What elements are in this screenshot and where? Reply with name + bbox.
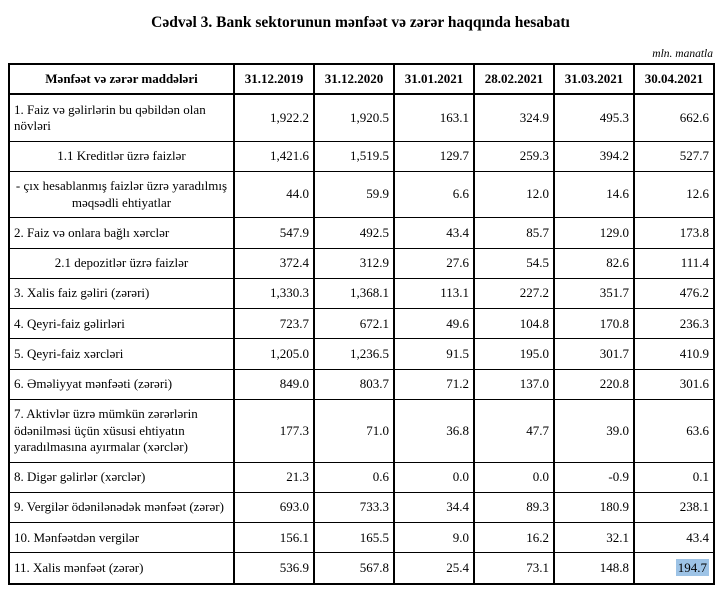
cell-value: 14.6 bbox=[606, 186, 629, 202]
table-row bbox=[9, 218, 714, 248]
cell-value: 47.7 bbox=[526, 422, 549, 438]
page-title: Cədvəl 3. Bank sektorunun mənfəət və zərər haqqında hesabatı bbox=[151, 14, 570, 31]
cell-value: 301.6 bbox=[679, 376, 709, 391]
cell-value: 1,519.5 bbox=[350, 148, 389, 163]
cell-value: 1,922.2 bbox=[270, 109, 309, 125]
row-label: 9. Vergilər ödənilənədək mənfəət (zərər) bbox=[14, 499, 224, 515]
cell-value: 34.4 bbox=[446, 499, 469, 515]
table-row bbox=[9, 462, 714, 492]
column-header-date: 31.01.2021 bbox=[394, 64, 474, 94]
row-label: 5. Qeyri-faiz xərcləri bbox=[14, 345, 124, 361]
column-header-date: 31.12.2019 bbox=[234, 64, 314, 94]
cell-value: 495.3 bbox=[599, 109, 629, 125]
cell-value: 0.0 bbox=[532, 469, 549, 484]
cell-value: 301.7 bbox=[599, 345, 629, 361]
cell-value: 39.0 bbox=[606, 422, 629, 438]
column-header-date: 31.12.2020 bbox=[314, 64, 394, 94]
table-row bbox=[9, 309, 714, 339]
cell-value: 312.9 bbox=[359, 255, 389, 270]
cell-value: 71.2 bbox=[446, 376, 469, 391]
cell-value: 1,920.5 bbox=[350, 109, 389, 125]
cell-value: 1,330.3 bbox=[270, 285, 309, 301]
column-header-items: Mənfəət və zərər maddələri bbox=[9, 64, 234, 94]
table-row bbox=[9, 278, 714, 308]
cell-value: 173.8 bbox=[679, 224, 709, 240]
cell-value: 1,205.0 bbox=[270, 345, 309, 361]
table-row bbox=[9, 94, 714, 141]
column-header-date: 28.02.2021 bbox=[474, 64, 554, 94]
table-body bbox=[9, 94, 714, 584]
cell-value: 1,368.1 bbox=[350, 285, 389, 301]
cell-value: 43.4 bbox=[446, 224, 469, 240]
cell-value: 163.1 bbox=[439, 109, 469, 125]
cell-value: 394.2 bbox=[599, 148, 629, 163]
cell-value: 36.8 bbox=[446, 422, 469, 438]
cell-value: 43.4 bbox=[686, 529, 709, 545]
cell-value: 0.1 bbox=[692, 469, 709, 484]
unit-note: mln. manatla bbox=[652, 48, 713, 60]
cell-value: 27.6 bbox=[446, 255, 469, 270]
header-row bbox=[9, 64, 714, 94]
cell-value: 12.6 bbox=[686, 186, 709, 202]
cell-value: 63.6 bbox=[686, 422, 709, 438]
cell-value: 227.2 bbox=[519, 285, 549, 301]
cell-value: 177.3 bbox=[279, 422, 309, 438]
cell-value: 91.5 bbox=[446, 345, 469, 361]
cell-value: 672.1 bbox=[359, 315, 389, 331]
cell-value: 82.6 bbox=[606, 255, 629, 270]
cell-value: 492.5 bbox=[359, 224, 389, 240]
row-label: 3. Xalis faiz gəliri (zərəri) bbox=[14, 285, 150, 301]
row-label: 11. Xalis mənfəət (zərər) bbox=[14, 559, 144, 575]
cell-value: 410.9 bbox=[679, 345, 709, 361]
cell-value: 9.0 bbox=[452, 529, 469, 545]
row-label: 2.1 depozitlər üzrə faizlər bbox=[54, 255, 189, 270]
row-label: 7. Aktivlər üzrə mümkün zərərlərin ödənilməsi üçün xüsusi ehtiyatın yaradılmasına ayırmalar (xərclər) bbox=[14, 406, 198, 454]
column-header-date: 30.04.2021 bbox=[634, 64, 714, 94]
cell-value: 527.7 bbox=[679, 148, 709, 163]
cell-value: 137.0 bbox=[519, 376, 549, 391]
cell-value: 104.8 bbox=[519, 315, 549, 331]
cell-value: 662.6 bbox=[679, 109, 709, 125]
table-row bbox=[9, 339, 714, 369]
document-page bbox=[0, 14, 721, 585]
cell-value: 85.7 bbox=[526, 224, 549, 240]
row-label: 2. Faiz və onlara bağlı xərclər bbox=[14, 224, 170, 240]
cell-value: 567.8 bbox=[359, 559, 389, 575]
cell-value: 0.0 bbox=[452, 469, 469, 484]
cell-value: 49.6 bbox=[446, 315, 469, 331]
table-row bbox=[9, 523, 714, 553]
row-label: - çıx hesablanmış faizlər üzrə yaradılmış məqsədli ehtiyatlar bbox=[15, 178, 228, 210]
cell-value: 351.7 bbox=[599, 285, 629, 301]
cell-value: 1,236.5 bbox=[350, 345, 389, 361]
cell-value: 803.7 bbox=[359, 376, 389, 391]
cell-value: 54.5 bbox=[526, 255, 549, 270]
cell-value: 1,421.6 bbox=[270, 148, 309, 163]
row-label: 8. Digər gəlirlər (xərclər) bbox=[14, 469, 146, 484]
cell-value: 536.9 bbox=[279, 559, 309, 575]
row-label: 1. Faiz və gəlirlərin bu qəbildən olan növləri bbox=[14, 101, 206, 133]
cell-value: 89.3 bbox=[526, 499, 549, 515]
cell-value: 693.0 bbox=[279, 499, 309, 515]
cell-value: -0.9 bbox=[608, 469, 629, 484]
cell-value: 44.0 bbox=[286, 186, 309, 202]
cell-value: 12.0 bbox=[526, 186, 549, 202]
cell-value: 111.4 bbox=[680, 255, 709, 270]
cell-value: 723.7 bbox=[279, 315, 309, 331]
cell-value: 324.9 bbox=[519, 109, 549, 125]
table-row bbox=[9, 248, 714, 278]
cell-value: 259.3 bbox=[519, 148, 549, 163]
cell-value: 0.6 bbox=[372, 469, 389, 484]
cell-value: 32.1 bbox=[606, 529, 629, 545]
table-row bbox=[9, 141, 714, 171]
cell-value: 165.5 bbox=[359, 529, 389, 545]
cell-value: 59.9 bbox=[366, 186, 389, 202]
row-label: 6. Əməliyyat mənfəəti (zərəri) bbox=[14, 376, 173, 391]
cell-value: 25.4 bbox=[446, 559, 469, 575]
table-row bbox=[9, 399, 714, 462]
cell-value: 195.0 bbox=[519, 345, 549, 361]
cell-value: 113.1 bbox=[440, 285, 469, 301]
row-label: 10. Mənfəətdən vergilər bbox=[14, 529, 140, 545]
highlighted-cell-value: 194.7 bbox=[677, 559, 707, 575]
cell-value: 73.1 bbox=[526, 559, 549, 575]
cell-value: 6.6 bbox=[452, 186, 469, 202]
cell-value: 476.2 bbox=[679, 285, 709, 301]
cell-value: 547.9 bbox=[279, 224, 309, 240]
cell-value: 238.1 bbox=[679, 499, 709, 515]
table-row bbox=[9, 369, 714, 399]
cell-value: 71.0 bbox=[366, 422, 389, 438]
profit-loss-table bbox=[8, 63, 715, 585]
cell-value: 129.7 bbox=[439, 148, 469, 163]
cell-value: 148.8 bbox=[599, 559, 629, 575]
column-header-date: 31.03.2021 bbox=[554, 64, 634, 94]
table-row bbox=[9, 492, 714, 522]
row-label: 1.1 Kreditlər üzrə faizlər bbox=[57, 148, 186, 163]
cell-value: 156.1 bbox=[279, 529, 309, 545]
row-label: 4. Qeyri-faiz gəlirləri bbox=[14, 315, 125, 331]
cell-value: 21.3 bbox=[286, 469, 309, 484]
cell-value: 129.0 bbox=[599, 224, 629, 240]
cell-value: 220.8 bbox=[599, 376, 629, 391]
cell-value: 236.3 bbox=[679, 315, 709, 331]
table-row bbox=[9, 171, 714, 218]
cell-value: 180.9 bbox=[599, 499, 629, 515]
cell-value: 372.4 bbox=[279, 255, 309, 270]
cell-value: 733.3 bbox=[359, 499, 389, 515]
table-row bbox=[9, 553, 714, 584]
cell-value: 16.2 bbox=[526, 529, 549, 545]
cell-value: 170.8 bbox=[599, 315, 629, 331]
cell-value: 849.0 bbox=[279, 376, 309, 391]
